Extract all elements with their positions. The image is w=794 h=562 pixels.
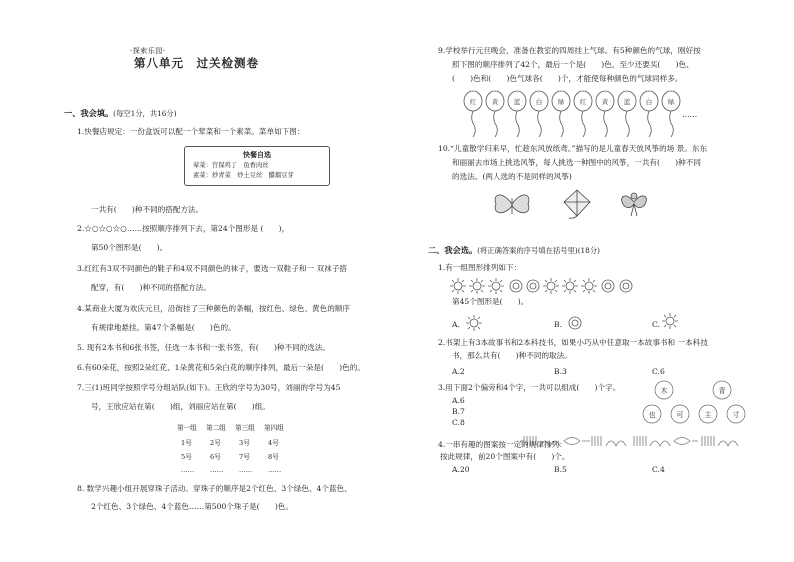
smiley-icon — [620, 280, 632, 292]
balloon-label: 白 — [645, 98, 653, 106]
section-2-heading: 二、我会选。(将正确答案的序号填在括号里)(18分) — [428, 245, 600, 255]
q5-line: 5. 现有2本书和6张书签，任选一本书和一张书签，有( )种不同的选法。 — [77, 343, 331, 352]
table-cell: …… — [268, 466, 282, 474]
sun-smiley-sequence — [450, 278, 640, 294]
s2-q2-line-2: 书，那么共有( )种不同的取法。 — [452, 351, 572, 360]
sun-icon — [562, 278, 578, 294]
q1-text: 1.快餐店规定：一份盒饭可以配一个荤菜和一个素菜。菜单如下图： — [77, 127, 305, 136]
table-cell: 3号 — [239, 439, 250, 447]
s2-q3-line: 3.用下面2个偏旁和4个字，一共可以组成( )个字。 — [438, 383, 621, 392]
char-label: 青 — [718, 387, 726, 395]
q2-line-1: 2.☆○☆○☆○……按照顺序排列下去，第24个图形是 ( )， — [77, 224, 290, 233]
s2-q4-option-c: C.4 — [652, 465, 665, 474]
q3-line-1: 3.红红有3双不同颜色的鞋子和4双不同颜色的袜子，要选一双鞋子和一 双袜子搭 — [77, 264, 347, 273]
s2-q1-option-a: A. — [452, 320, 460, 329]
q4-line-2: 有规律地悬挂。第47个条幅是( )色的。 — [91, 323, 236, 332]
s2-q1-line-2: 第45个图形是( )。 — [452, 297, 529, 306]
table-cell: 1号 — [181, 439, 192, 447]
s2-q2-option-c: C.6 — [652, 367, 665, 376]
header-brand: ·探索乐园· — [130, 47, 166, 55]
menu-veg: 素菜：炒青菜 炒土豆丝 醋熘豆芽 — [193, 172, 294, 179]
table-header: 第四组 — [264, 424, 284, 432]
table-cell: 4号 — [268, 439, 279, 447]
diamond-kite-icon — [560, 188, 594, 220]
char-label: 主 — [704, 411, 712, 419]
s2-q3-option-c: C.8 — [452, 418, 465, 427]
sun-icon — [450, 278, 466, 294]
bird-kite-icon — [618, 188, 650, 218]
q8-line-1: 8. 数学兴趣小组开展穿珠子活动。穿珠子的顺序是2个红色、3个绿色、4个蓝色、 — [77, 484, 352, 493]
char-label: 木 — [660, 387, 668, 395]
balloon-label: 蓝 — [623, 98, 631, 106]
smiley-icon — [567, 315, 583, 331]
table-cell: 5号 — [181, 453, 192, 461]
table-cell: 6号 — [210, 453, 221, 461]
balloon-label: 绿 — [557, 98, 565, 106]
s2-q4-option-b: B.5 — [554, 465, 567, 474]
balloon-label: 红 — [469, 98, 477, 106]
smiley-icon — [527, 280, 539, 292]
table-cell: 7号 — [239, 453, 250, 461]
q9-line-1: 9.学校举行元旦晚会，准备在教室的四周挂上气球。有5种颜色的气球，刚好按 — [438, 46, 701, 55]
menu-board — [184, 146, 330, 186]
q7-line-2: 号，王欣应站在第( )组，刘丽应站在第( )组。 — [91, 402, 270, 411]
char-label: 可 — [676, 411, 684, 419]
sun-icon — [488, 278, 504, 294]
table-cell: …… — [181, 466, 195, 474]
balloon-label: 蓝 — [513, 98, 521, 106]
page-title: 第八单元 过关检测卷 — [134, 56, 259, 70]
sun-icon — [469, 278, 485, 294]
balloon-label: 黄 — [601, 98, 609, 106]
q9-line-3: ( )色和( )色气球各( )个，才能使每种颜色的气球同样多。 — [452, 74, 683, 83]
sun-icon — [466, 315, 482, 331]
table-cell: 8号 — [268, 453, 279, 461]
s2-q1-line-1: 1.有一组图形排列如下： — [438, 263, 522, 272]
section-1-heading: 一、我会填。(每空1分，共16分) — [64, 108, 177, 118]
table-cell: 2号 — [210, 439, 221, 447]
balloon-label: 绿 — [667, 98, 675, 106]
s2-q2-option-b: B.3 — [554, 367, 567, 376]
butterfly-kite-icon — [492, 190, 532, 220]
q8-line-2: 2个红色、3个绿色、4个蓝色……第500个珠子是( )色。 — [91, 502, 293, 511]
sun-icon — [581, 278, 597, 294]
q6-line: 6.有60朵花，按照2朵红花、1朵黄花和5朵白花的顺序排列，最后一朵是( )色的。 — [77, 363, 365, 372]
s2-q3-option-b: B.7 — [452, 407, 465, 416]
balloon-ellipsis: …… — [682, 110, 698, 119]
q1-answer: 一共有( )种不同的搭配方法。 — [91, 205, 204, 214]
table-header: 第二组 — [206, 424, 226, 432]
table-cell: …… — [210, 466, 224, 474]
s2-q4-line-1: 4.一串有趣的图案按一定的规律排列： — [438, 440, 567, 449]
s2-q4-option-a: A.20 — [452, 465, 470, 474]
q2-line-2: 第50个图形是( )。 — [91, 243, 168, 252]
smiley-icon — [510, 280, 522, 292]
q9-line-2: 照下图的顺序排列了42个，最后一个是( )色，至少还要买( )色、 — [452, 60, 694, 69]
balloon-label: 黄 — [491, 98, 499, 106]
q4-line-1: 4.某商业大厦为欢庆元旦，沿街挂了三种颜色的条幅，按红色、绿色、黄色的顺序 — [77, 304, 351, 313]
table-cell: …… — [239, 466, 253, 474]
menu-meat: 荤菜：宫保鸡丁 鱼香肉丝 — [193, 162, 269, 169]
char-label: 也 — [648, 411, 656, 419]
table-header: 第一组 — [177, 424, 197, 432]
s2-q2-line-1: 2.书架上有3本故事书和2本科技书，如果小巧从中任意取一本故事书和 一本科技 — [438, 338, 708, 347]
character-circles — [640, 378, 750, 426]
q7-line-1: 7.三(1)班同学按照学号分组站队(如下)。王欣的学号为30号，刘丽的学号为45 — [77, 383, 341, 392]
s2-q1-option-b: B. — [554, 320, 562, 329]
balloon-label: 白 — [535, 98, 543, 106]
s2-q1-option-c: C. — [652, 320, 660, 329]
smiley-icon — [602, 280, 614, 292]
table-header: 第三组 — [235, 424, 255, 432]
sun-icon — [543, 278, 559, 294]
balloon-row — [462, 90, 692, 140]
balloon-label: 红 — [579, 98, 587, 106]
q10-line-1: 10.“儿童散学归来早，忙趁东风放纸鸢。”描写的是儿童春天放风筝的场 景。东东 — [438, 144, 708, 153]
q10-line-2: 和丽丽去市场上挑选风筝，每人挑选一种图中的风筝，一共有( )种不同 — [452, 158, 701, 167]
s2-q4-line-2: 按此规律，前20个图案中有( )个。 — [440, 452, 570, 461]
q10-line-3: 的选法。(两人选的不是同样的风筝) — [452, 172, 572, 181]
s2-q2-option-a: A.2 — [452, 367, 465, 376]
char-label: 寸 — [732, 411, 740, 419]
q3-line-2: 配穿，有( )种不同的搭配方法。 — [91, 283, 211, 292]
menu-title: 快餐自选 — [243, 150, 271, 159]
s2-q3-option-a: A.6 — [452, 396, 465, 405]
sun-icon — [662, 313, 678, 329]
